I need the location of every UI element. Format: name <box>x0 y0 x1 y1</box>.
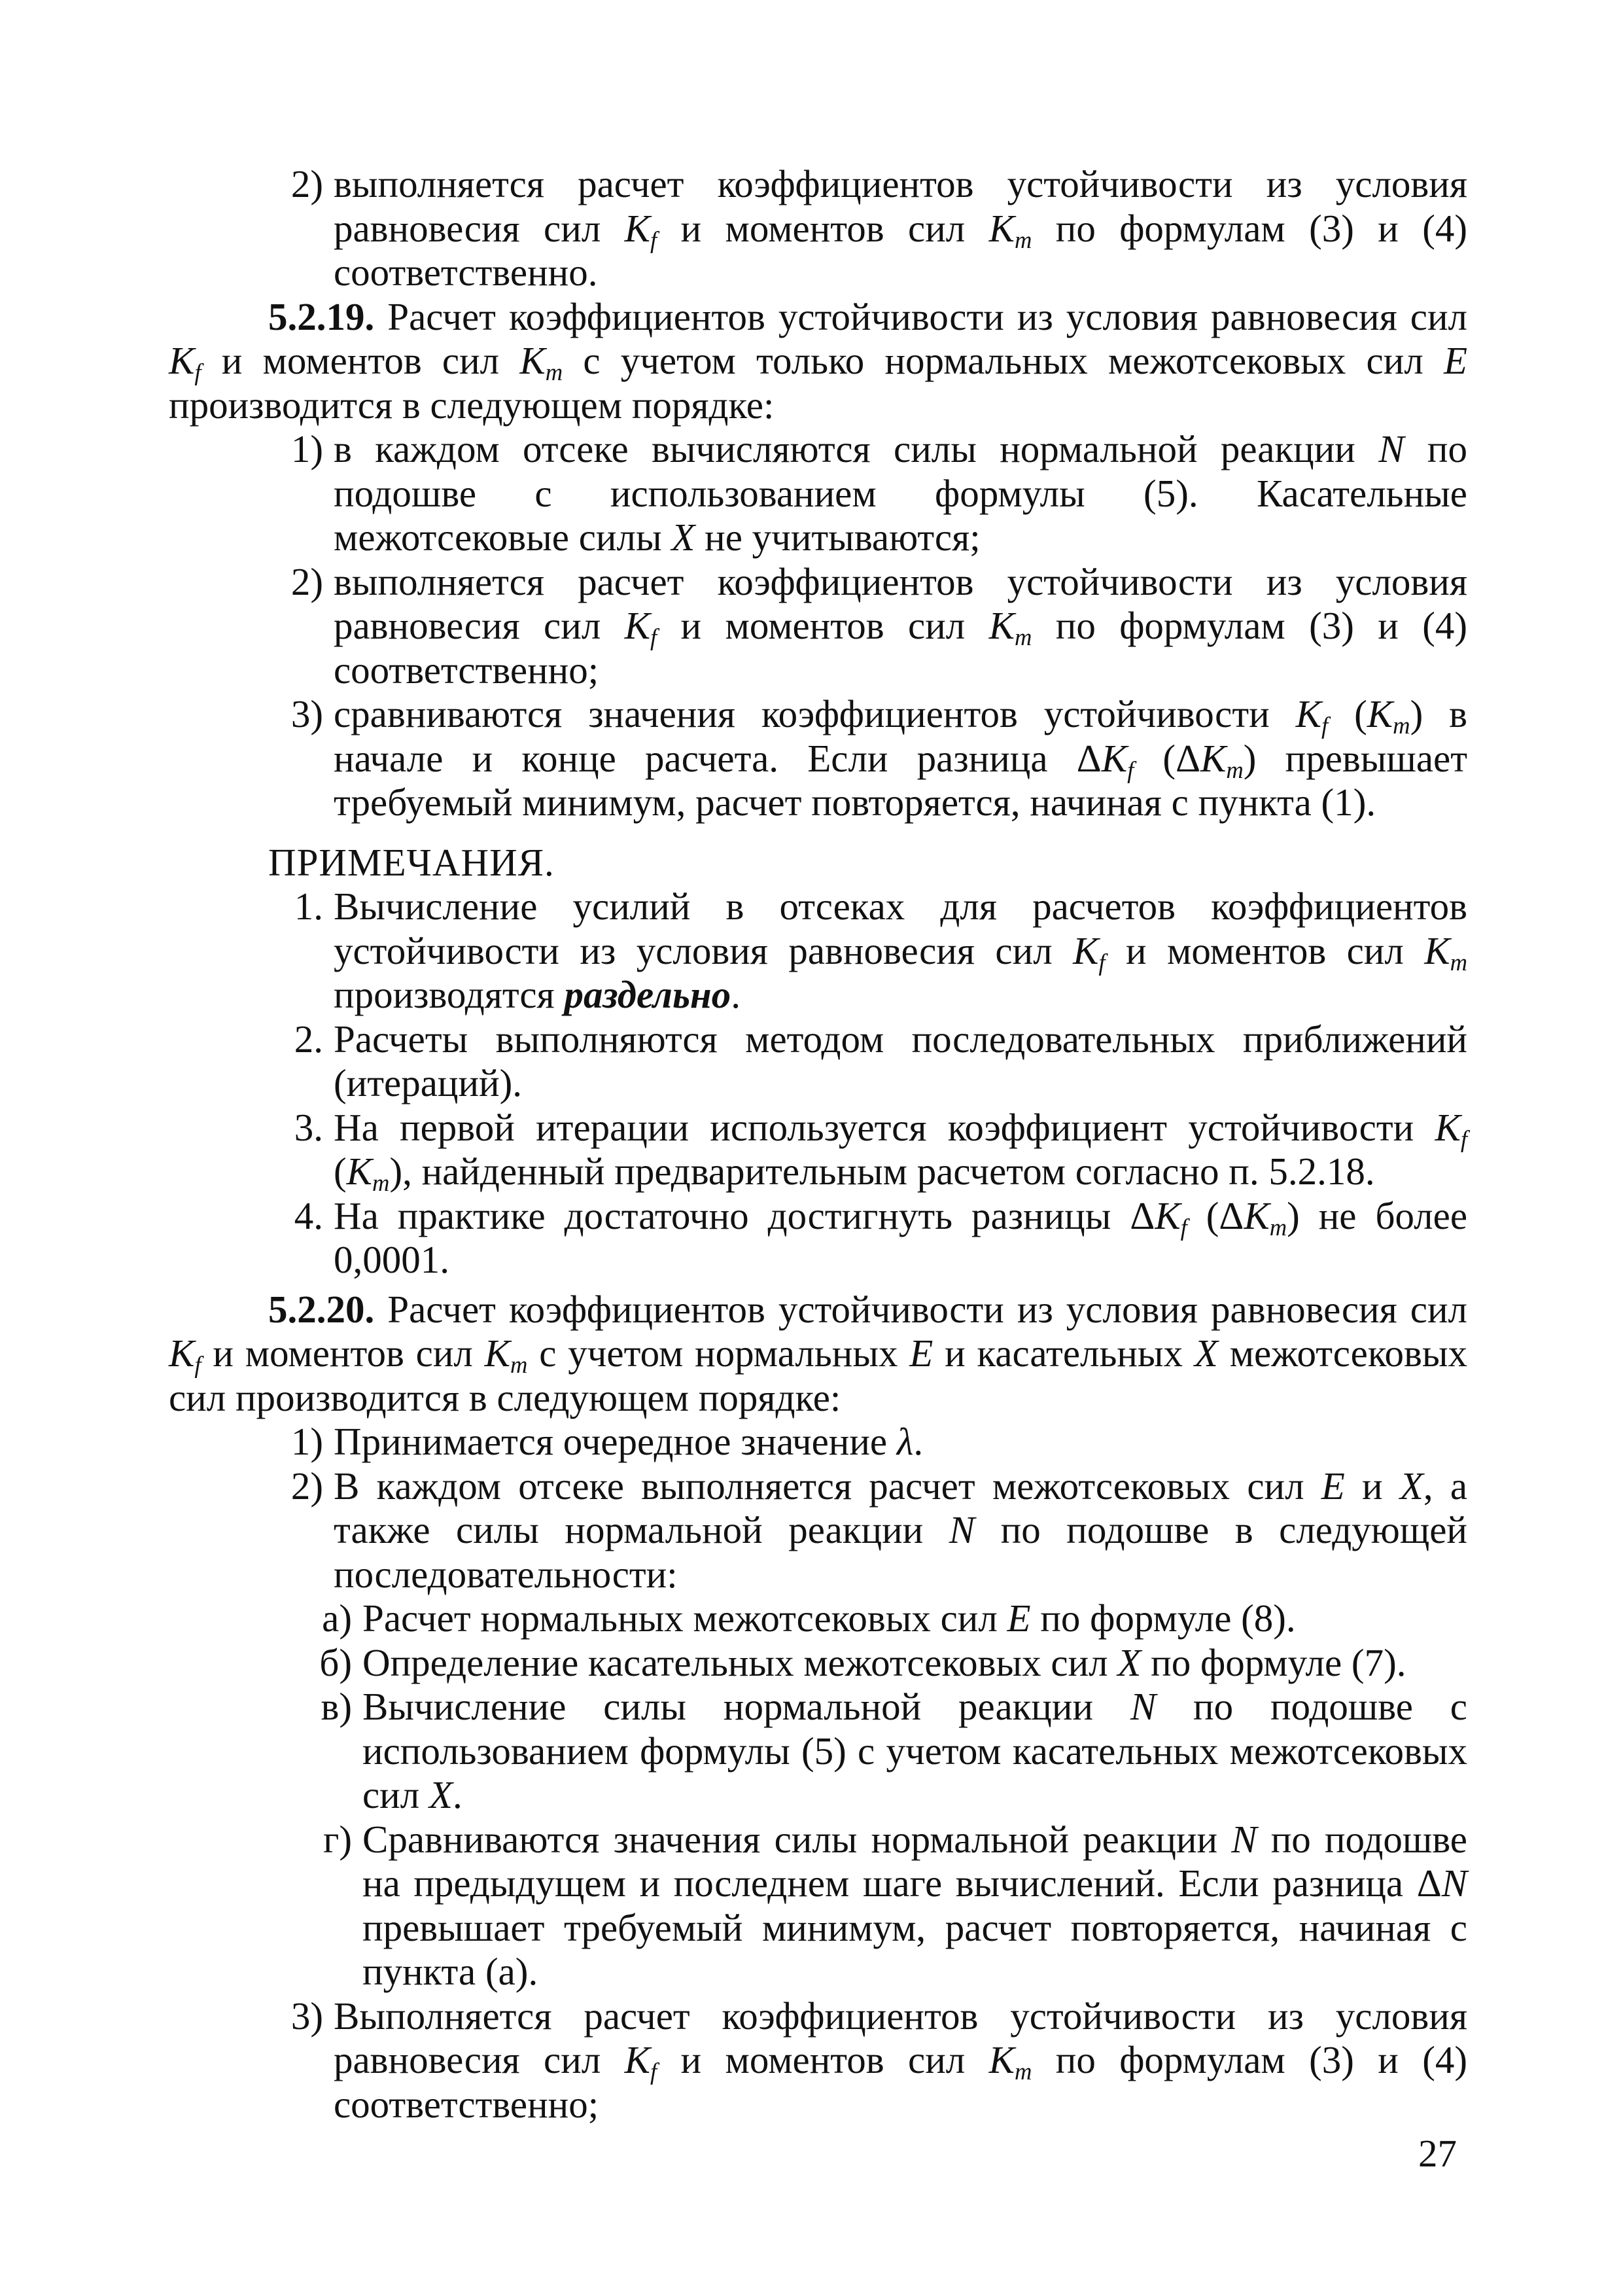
item-text: выполняется расчет коэффициентов устойчивости из условия равновесия сил $K_f$ и моментов сил $K_m$ по формулам (3) и (4) соответственно; <box>334 559 1468 692</box>
item-number: 2) <box>290 162 323 205</box>
item-number: 3) <box>290 692 323 735</box>
item-text: сравниваются значения коэффициентов устойчивости $K_f$ $(K_m)$ в начале и конце расчета. Если разница $\Delta K_f$ $(\Delta K_m)$ превышает требуемый минимум, расчет повторяется, начиная с пункта (1). <box>334 692 1467 824</box>
sub-item-letter: б) <box>319 1640 352 1684</box>
sub-list-item <box>169 1818 1467 1994</box>
item-number: 3) <box>290 1994 323 2038</box>
list-item <box>169 692 1467 825</box>
item-number: 1) <box>290 1420 323 1463</box>
item-text: Принимается очередное значение λ. <box>334 1420 924 1463</box>
section-5-2-20-intro: 5.2.20. Расчет коэффициентов устойчивости из условия равновесия сил $K_f$ и моментов сил $K_m$ с учетом нормальных E и касательных X межотсековых сил производится в следующем порядке: <box>169 1287 1468 1419</box>
sub-list-item <box>169 1685 1467 1818</box>
sub-item-text: Сравниваются значения силы нормальной реакции N по подошве на предыдущем и последнем шаге вычислений. Если разница ΔN превышает требуемый минимум, расчет повторяется, начиная с пункта (а). <box>362 1817 1467 1993</box>
note-number: 3. <box>294 1105 323 1149</box>
note-item <box>169 1105 1467 1197</box>
sub-list-item <box>169 1641 1467 1686</box>
note-number: 4. <box>294 1193 323 1237</box>
note-item <box>169 1017 1467 1106</box>
section-5-2-19-intro: 5.2.19. Расчет коэффициентов устойчивости из условия равновесия сил $K_f$ и моментов сил $K_m$ с учетом только нормальных межотсековых сил E производится в следующем порядке: <box>169 294 1468 427</box>
sub-item-text: Расчет нормальных межотсековых сил E по формуле (8). <box>362 1597 1296 1640</box>
note-text: Вычисление усилий в отсеках для расчетов коэффициентов устойчивости из условия равновесия сил $K_f$ и моментов сил $K_m$ производятся раздельно. <box>334 885 1468 1016</box>
item-text: выполняется расчет коэффициентов устойчивости из условия равновесия сил $K_f$ и моментов сил $K_m$ по формулам (3) и (4) соответственно. <box>334 162 1468 294</box>
sub-item-letter: в) <box>321 1685 352 1728</box>
notes-title: ПРИМЕЧАНИЯ. <box>268 840 555 884</box>
note-text: Расчеты выполняются методом последовательных приближений (итераций). <box>334 1017 1467 1104</box>
note-number: 2. <box>294 1017 323 1061</box>
list-item <box>169 1994 1467 2127</box>
sub-item-text: Вычисление силы нормальной реакции N по подошве с использованием формулы (5) с учетом касательных межотсековых сил X. <box>362 1685 1467 1816</box>
note-number: 1. <box>294 885 323 928</box>
section-number: 5.2.19. <box>268 294 375 338</box>
item-text: Выполняется расчет коэффициентов устойчивости из условия равновесия сил $K_f$ и моментов сил $K_m$ по формулам (3) и (4) соответственно; <box>334 1994 1468 2126</box>
item-text: в каждом отсеке вычисляются силы нормальной реакции N по подошве с использованием формулы (5). Касательные межотсековые силы X не учитываются; <box>334 427 1467 559</box>
list-item <box>169 162 1467 295</box>
note-item <box>169 885 1467 1017</box>
list-item <box>169 427 1467 560</box>
page-number: 27 <box>1418 2132 1457 2175</box>
item-text: В каждом отсеке выполняется расчет межотсековых сил E и X, а также силы нормальной реакции N по подошве в следующей последовательности: <box>334 1464 1468 1596</box>
page-body <box>169 162 1467 2127</box>
sub-item-letter: г) <box>323 1817 352 1861</box>
item-number: 1) <box>290 427 323 470</box>
section-number: 5.2.20. <box>268 1287 375 1331</box>
note-item <box>169 1194 1467 1282</box>
sub-item-letter: а) <box>322 1597 352 1640</box>
item-number: 2) <box>290 559 323 603</box>
note-text: На первой итерации используется коэффициент устойчивости $K_f$ $(K_m)$, найденный предварительным расчетом согласно п. 5.2.18. <box>334 1105 1467 1197</box>
sub-list-item <box>169 1597 1467 1641</box>
list-item <box>169 1464 1467 1597</box>
item-number: 2) <box>290 1464 323 1508</box>
sub-item-text: Определение касательных межотсековых сил X по формуле (7). <box>362 1640 1406 1684</box>
note-text: На практике достаточно достигнуть разницы $\Delta K_f$ $(\Delta K_m)$ не более 0,0001. <box>334 1193 1468 1281</box>
emphasis-text: раздельно <box>564 973 731 1016</box>
list-item <box>169 1420 1467 1464</box>
list-item <box>169 560 1467 693</box>
